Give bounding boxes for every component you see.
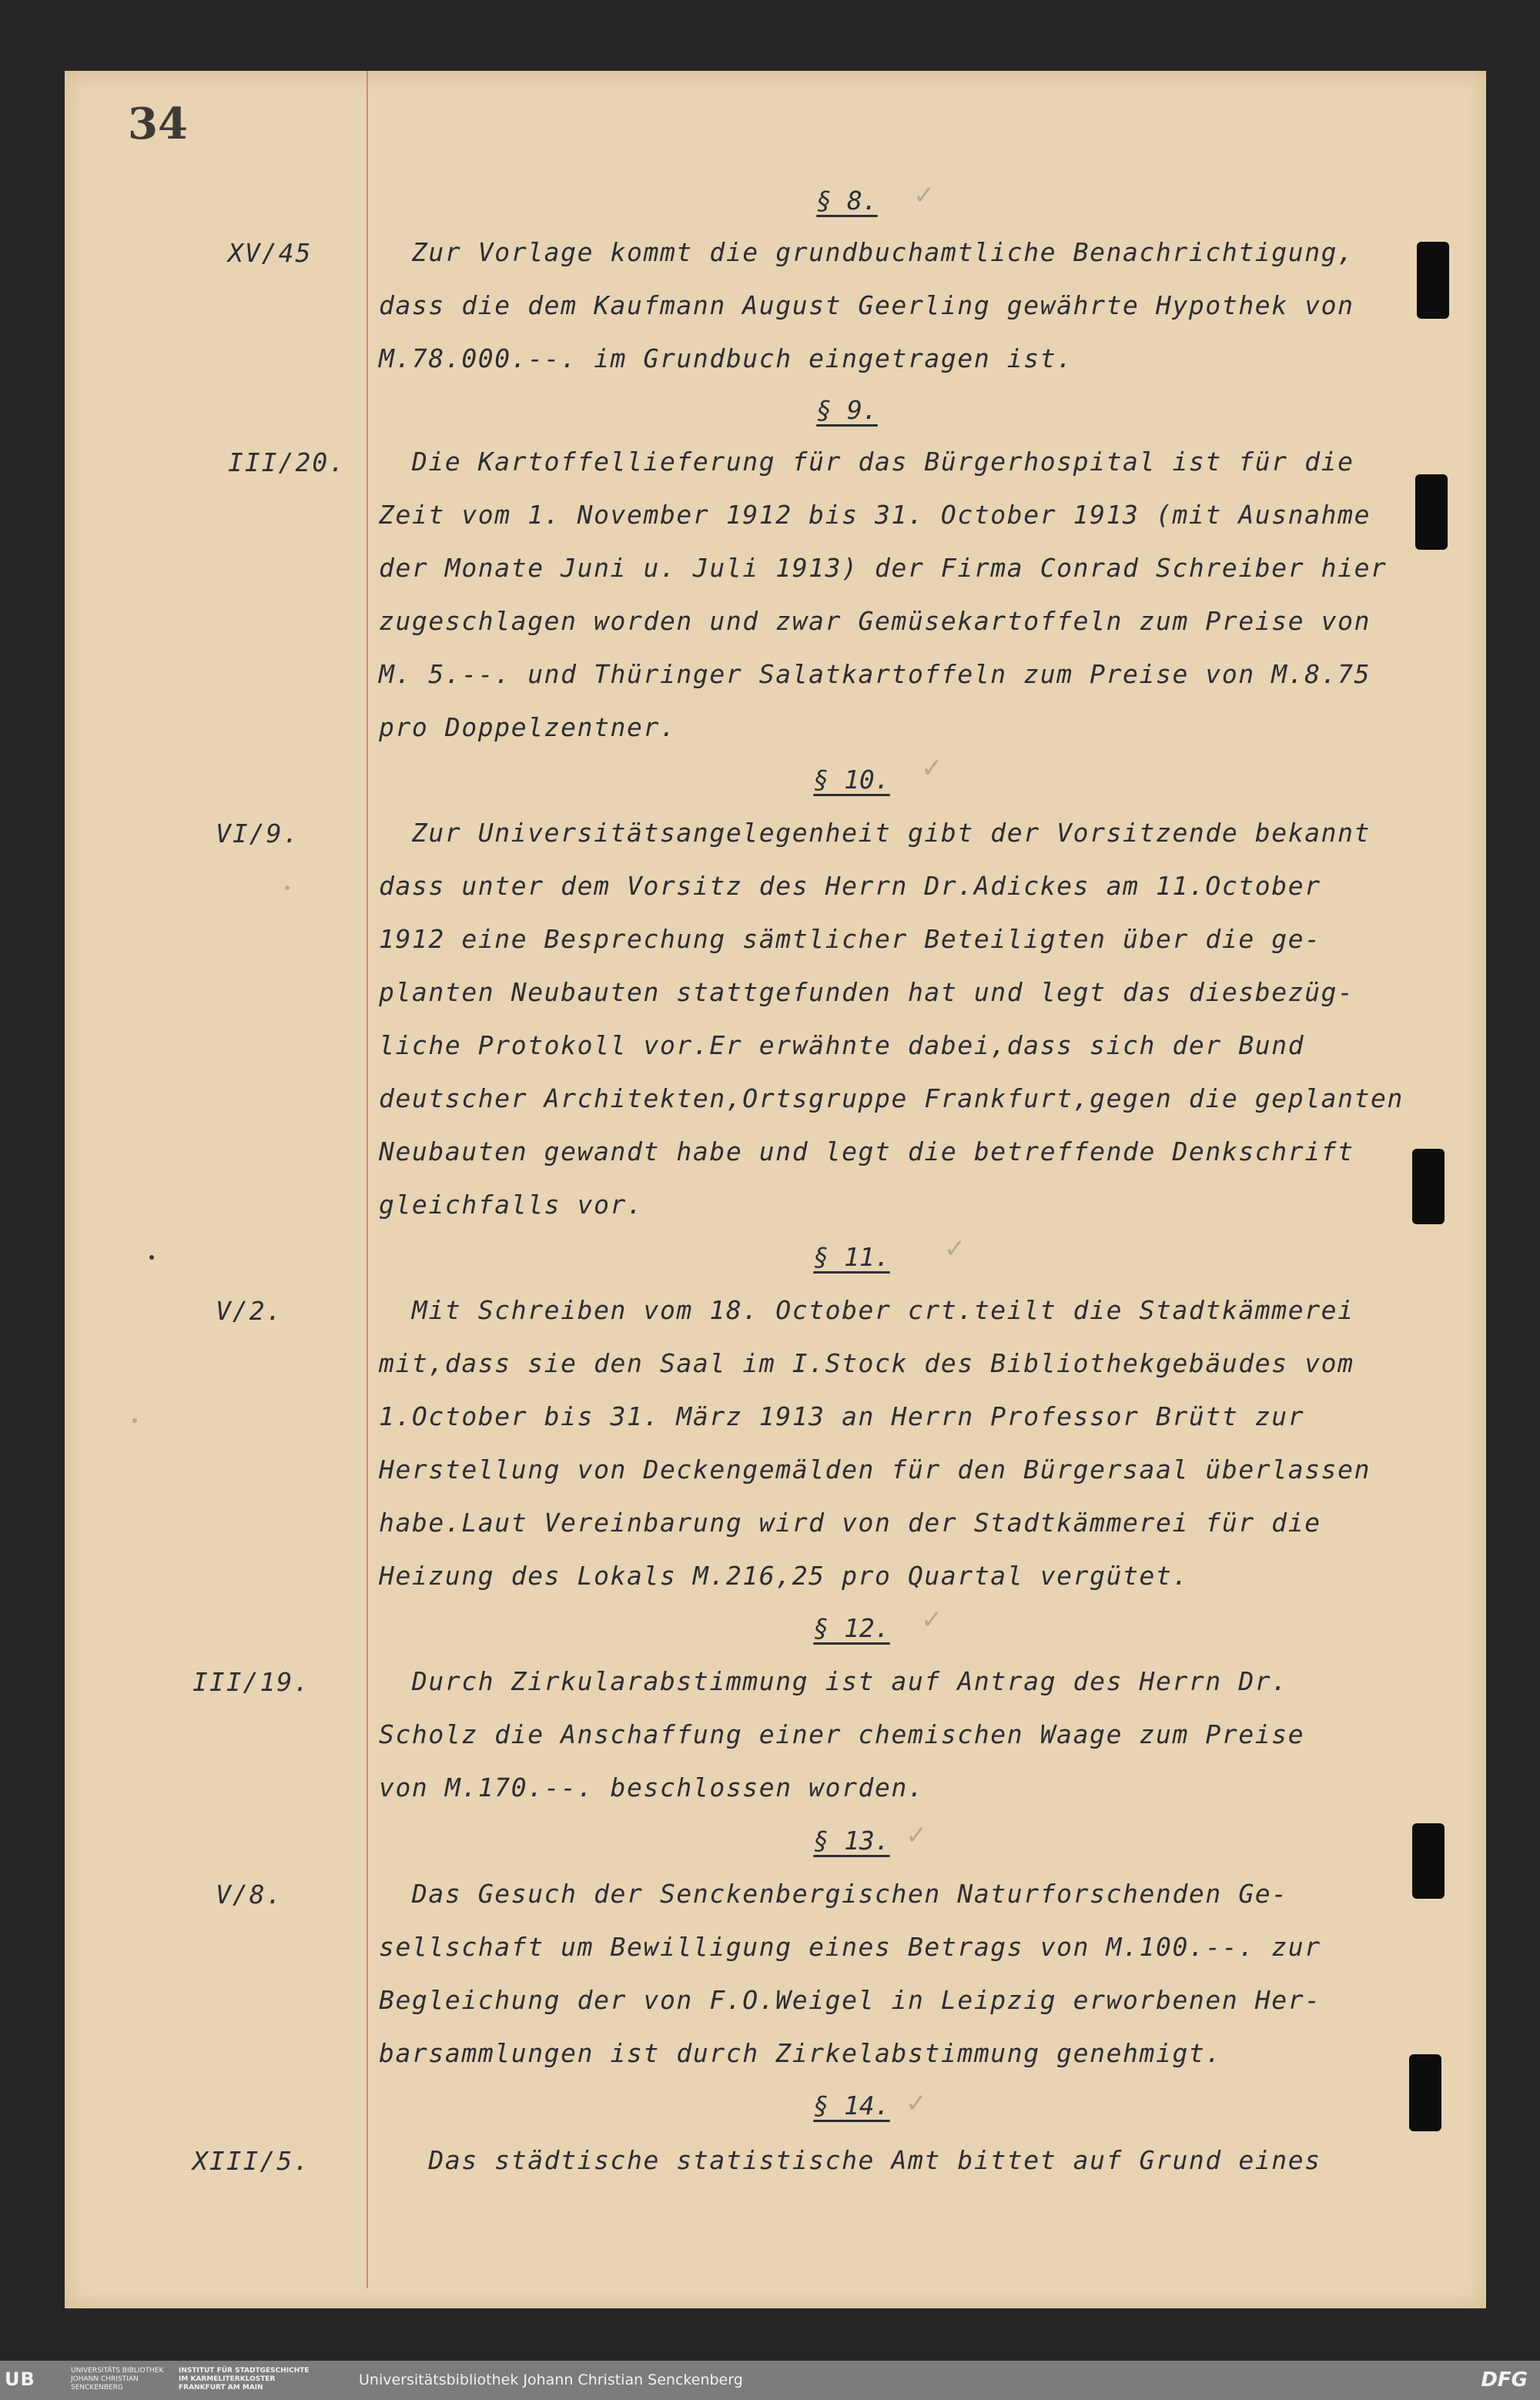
file-reference: XV/45 bbox=[228, 238, 313, 268]
text-line: Das städtische statistische Amt bittet auf Grund eines bbox=[379, 2145, 1321, 2175]
paper-speck bbox=[149, 1255, 154, 1260]
text-line: dass unter dem Vorsitz des Herrn Dr.Adickes am 11.October bbox=[379, 871, 1321, 901]
text-line: Heizung des Lokals M.216,25 pro Quartal vergütet. bbox=[379, 1561, 1189, 1591]
text-line: M. 5.--. und Thüringer Salatkartoffeln zum Preise von M.8.75 bbox=[379, 659, 1371, 689]
text-line: dass die dem Kaufmann August Geerling gewährte Hypothek von bbox=[379, 290, 1354, 320]
text-line: Neubauten gewandt habe und legt die betreffende Denkschrift bbox=[379, 1136, 1354, 1167]
text-line: 1.October bis 31. März 1913 an Herrn Professor Brütt zur bbox=[379, 1401, 1305, 1431]
index-tab bbox=[1412, 1823, 1445, 1899]
section-heading-9: § 9. bbox=[816, 395, 878, 425]
section-heading-13: § 13. bbox=[813, 1826, 890, 1856]
file-reference: III/20. bbox=[228, 447, 346, 477]
file-reference: V/8. bbox=[216, 1879, 283, 1910]
text-line: sellschaft um Bewilligung eines Betrags von M.100.--. zur bbox=[379, 1932, 1321, 1962]
text-line: Zeit vom 1. November 1912 bis 31. October 1913 (mit Ausnahme bbox=[379, 500, 1371, 530]
text-line: Durch Zirkularabstimmung ist auf Antrag des Herrn Dr. bbox=[379, 1666, 1288, 1696]
text-line: liche Protokoll vor.Er erwähnte dabei,dass sich der Bund bbox=[379, 1030, 1305, 1060]
file-reference: V/2. bbox=[216, 1296, 283, 1326]
ub-logo: UB bbox=[5, 2368, 35, 2390]
file-reference: III/19. bbox=[192, 1667, 311, 1697]
text-line: barsammlungen ist durch Zirkelabstimmung genehmigt. bbox=[379, 2038, 1222, 2068]
institute-logo-text: INSTITUT FÜR STADTGESCHICHTE IM KARMELITERKLOSTER FRANKFURT AM MAIN bbox=[179, 2367, 310, 2392]
text-line: Begleichung der von F.O.Weigel in Leipzig erworbenen Her- bbox=[379, 1985, 1321, 2015]
text-line: 1912 eine Besprechung sämtlicher Beteiligten über die ge- bbox=[379, 924, 1321, 954]
text-line: Das Gesuch der Senckenbergischen Naturforschenden Ge- bbox=[379, 1879, 1288, 1909]
text-line: habe.Laut Vereinbarung wird von der Stadtkämmerei für die bbox=[379, 1508, 1321, 1538]
text-line: Mit Schreiben vom 18. October crt.teilt die Stadtkämmerei bbox=[379, 1295, 1354, 1325]
section-heading-8: § 8. bbox=[816, 186, 878, 216]
page-number: 34 bbox=[128, 99, 188, 149]
text-line: deutscher Architekten,Ortsgruppe Frankfurt,gegen die geplanten bbox=[379, 1083, 1404, 1113]
text-line: Herstellung von Deckengemälden für den Bürgersaal überlassen bbox=[379, 1454, 1371, 1485]
section-heading-10: § 10. bbox=[813, 765, 890, 795]
check-mark-icon: ✓ bbox=[906, 1820, 928, 1851]
text-line: Die Kartoffellieferung für das Bürgerhospital ist für die bbox=[379, 447, 1354, 477]
text-line: Zur Universitätsangelegenheit gibt der Vorsitzende bekannt bbox=[379, 818, 1371, 848]
text-line: Scholz die Anschaffung einer chemischen Waage zum Preise bbox=[379, 1719, 1305, 1749]
file-reference: XIII/5. bbox=[192, 2146, 311, 2176]
index-tab bbox=[1417, 242, 1449, 319]
index-tab bbox=[1409, 2054, 1441, 2131]
index-tab bbox=[1412, 1149, 1445, 1224]
file-reference: VI/9. bbox=[216, 818, 300, 849]
ub-logo-text: UNIVERSITÄTS BIBLIOTHEK JOHANN CHRISTIAN SENCKENBERG bbox=[71, 2367, 164, 2392]
footer-bar bbox=[0, 2361, 1540, 2400]
index-tab bbox=[1415, 474, 1448, 550]
section-heading-12: § 12. bbox=[813, 1613, 890, 1643]
dfg-logo: DFG bbox=[1481, 2368, 1528, 2392]
text-line: von M.170.--. beschlossen worden. bbox=[379, 1772, 925, 1803]
text-line: M.78.000.--. im Grundbuch eingetragen ist. bbox=[379, 343, 1073, 373]
check-mark-icon: ✓ bbox=[921, 1605, 943, 1635]
check-mark-icon: ✓ bbox=[913, 180, 936, 211]
paper-speck bbox=[285, 885, 290, 890]
section-heading-14: § 14. bbox=[813, 2090, 890, 2121]
section-heading-11: § 11. bbox=[813, 1242, 890, 1272]
check-mark-icon: ✓ bbox=[944, 1233, 966, 1264]
check-mark-icon: ✓ bbox=[906, 2088, 928, 2119]
text-line: planten Neubauten stattgefunden hat und legt das diesbezüg- bbox=[379, 977, 1354, 1007]
library-name: Universitätsbibliothek Johann Christian Senckenberg bbox=[359, 2372, 743, 2388]
text-line: mit,dass sie den Saal im I.Stock des Bibliothekgebäudes vom bbox=[379, 1348, 1354, 1378]
check-mark-icon: ✓ bbox=[921, 753, 943, 784]
text-line: Zur Vorlage kommt die grundbuchamtliche Benachrichtigung, bbox=[379, 237, 1354, 267]
text-line: der Monate Juni u. Juli 1913) der Firma Conrad Schreiber hier bbox=[379, 553, 1388, 583]
text-line: zugeschlagen worden und zwar Gemüsekartoffeln zum Preise von bbox=[379, 606, 1371, 636]
text-line: gleichfalls vor. bbox=[379, 1190, 644, 1220]
margin-rule bbox=[367, 71, 368, 2288]
paper-speck bbox=[132, 1418, 137, 1423]
text-line: pro Doppelzentner. bbox=[379, 712, 677, 742]
